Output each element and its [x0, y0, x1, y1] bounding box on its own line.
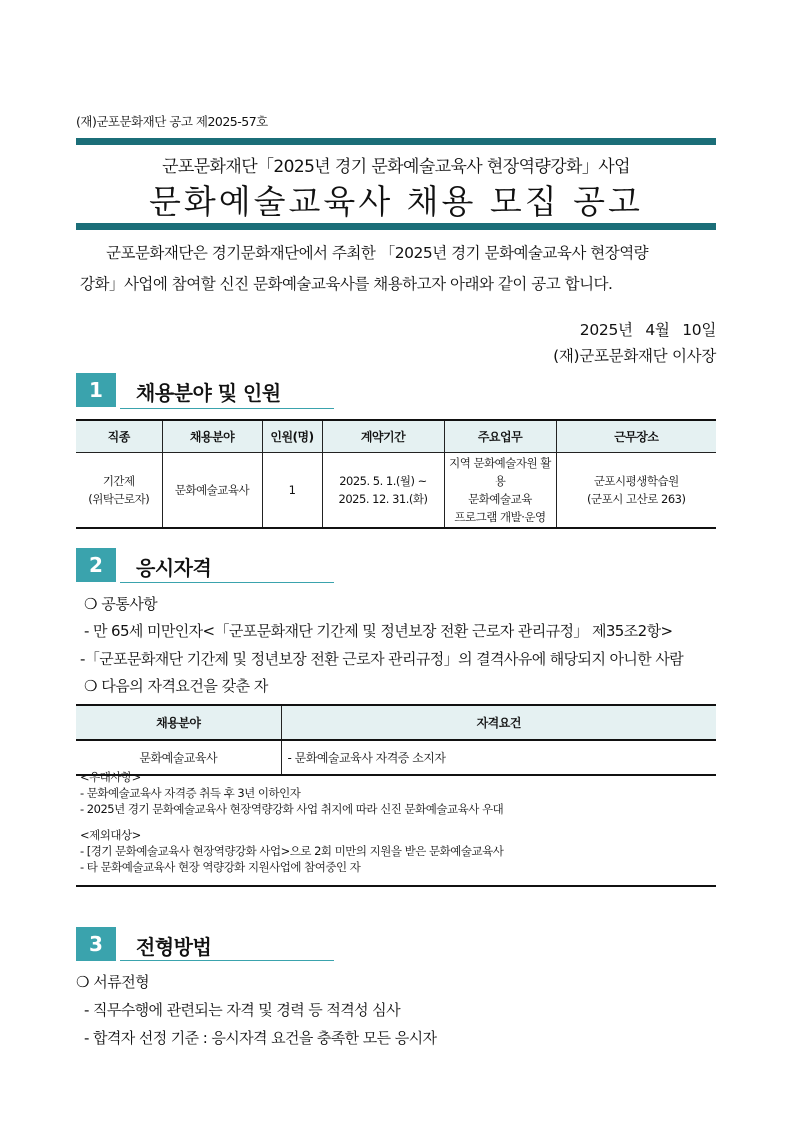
- intro-line-2: 강화」사업에 참여할 신진 문화예술교육사를 채용하고자 아래와 같이 공고 합니다.: [80, 275, 613, 293]
- section-2-number: 2: [76, 548, 116, 582]
- header-requirement: 자격요건: [281, 705, 716, 740]
- exclusion-item-1: - [경기 문화예술교육사 현장역량강화 사업>으로 2회 미만의 지원을 받은 문화예술교육사: [80, 844, 504, 858]
- intro-paragraph: [80, 238, 716, 300]
- cell-count: 1: [262, 453, 322, 529]
- screening-heading: ❍ 서류전형: [76, 973, 150, 991]
- exclusion-heading: <제외대상>: [80, 828, 141, 842]
- section-1-underline: [120, 408, 334, 409]
- duty-line-1: 지역 문화예술자원 활용: [449, 456, 551, 488]
- job-type-line-1: 기간제: [102, 474, 135, 488]
- qualification-heading: ❍ 다음의 자격요건을 갖춘 자: [84, 677, 268, 695]
- cell-requirement: - 문화예술교육사 자격증 소지자: [281, 740, 716, 775]
- table-header-row: [76, 705, 716, 740]
- section-1-number: 1: [76, 373, 116, 407]
- intro-line-1: 군포문화재단은 경기문화재단에서 주최한 「2025년 경기 문화예술교육사 현장역량: [106, 244, 649, 262]
- period-line-1: 2025. 5. 1.(월) ~: [339, 474, 427, 488]
- section-3-title: 전형방법: [136, 935, 212, 959]
- screening-item-2: - 합격자 선정 기준 : 응시자격 요건을 충족한 모든 응시자: [84, 1029, 437, 1047]
- recruitment-table: [76, 419, 716, 529]
- cell-job-type: [76, 453, 162, 529]
- title-bar-bottom: [76, 223, 716, 230]
- duty-line-2: 문화예술교육: [468, 492, 532, 506]
- common-item-2: -「군포문화재단 기간제 및 정년보장 전환 근로자 관리규정」의 결격사유에 해당되지 아니한 사람: [80, 650, 684, 668]
- section-2-underline: [120, 582, 334, 583]
- common-heading: ❍ 공통사항: [84, 595, 158, 613]
- section-1-title: 채용분야 및 인원: [136, 381, 281, 405]
- common-item-1: - 만 65세 미만인자<「군포문화재단 기간제 및 정년보장 전환 근로자 관리규정」 제35조2항>: [84, 622, 673, 640]
- place-line-1: 군포시평생학습원: [593, 474, 679, 488]
- screening-item-1: - 직무수행에 관련되는 자격 및 경력 등 적격성 심사: [84, 1001, 400, 1019]
- subtitle: 군포문화재단「2025년 경기 문화예술교육사 현장역량강화」사업: [162, 157, 630, 177]
- section-3-number: 3: [76, 927, 116, 961]
- period-line-2: 2025. 12. 31.(화): [338, 492, 428, 506]
- header-job-type: 직종: [76, 420, 162, 453]
- signer: (재)군포문화재단 이사장: [553, 347, 716, 365]
- duty-line-3: 프로그램 개발·운영: [454, 510, 546, 524]
- header-period: 계약기간: [322, 420, 444, 453]
- header-count: 인원(명): [262, 420, 322, 453]
- preference-item-2: - 2025년 경기 문화예술교육사 현장역량강화 사업 취지에 따라 신진 문화예술교육사 우대: [80, 802, 504, 816]
- cell-field: 문화예술교육사: [162, 453, 262, 529]
- cell-duty: [444, 453, 556, 529]
- header-place: 근무장소: [556, 420, 716, 453]
- notes-bottom-rule: [76, 885, 716, 887]
- page-title: 문화예술교육사 채용 모집 공고: [149, 182, 643, 221]
- preference-heading: <우대사항>: [80, 770, 141, 784]
- cell-field: 문화예술교육사: [139, 751, 218, 765]
- title-bar-top: [76, 138, 716, 145]
- exclusion-item-2: - 타 문화예술교육사 현장 역량강화 지원사업에 참여중인 자: [80, 860, 361, 874]
- notice-date: 2025년 4월 10일: [579, 321, 716, 339]
- cell-place: [556, 453, 716, 529]
- section-2-title: 응시자격: [136, 556, 212, 580]
- table-header-row: [76, 420, 716, 453]
- section-3-underline: [120, 960, 334, 961]
- place-line-2: (군포시 고산로 263): [587, 492, 686, 506]
- notice-number: (재)군포문화재단 공고 제2025-57호: [76, 114, 268, 129]
- preference-item-1: - 문화예술교육사 자격증 취득 후 3년 이하인자: [80, 786, 301, 800]
- table-row: [76, 453, 716, 529]
- preference-notes: [80, 769, 716, 875]
- job-type-line-2: (위탁근로자): [88, 492, 150, 506]
- header-field: 채용분야: [162, 420, 262, 453]
- qualification-table: [76, 704, 716, 776]
- header-duty: 주요업무: [444, 420, 556, 453]
- header-field: 채용분야: [76, 705, 281, 740]
- cell-period: [322, 453, 444, 529]
